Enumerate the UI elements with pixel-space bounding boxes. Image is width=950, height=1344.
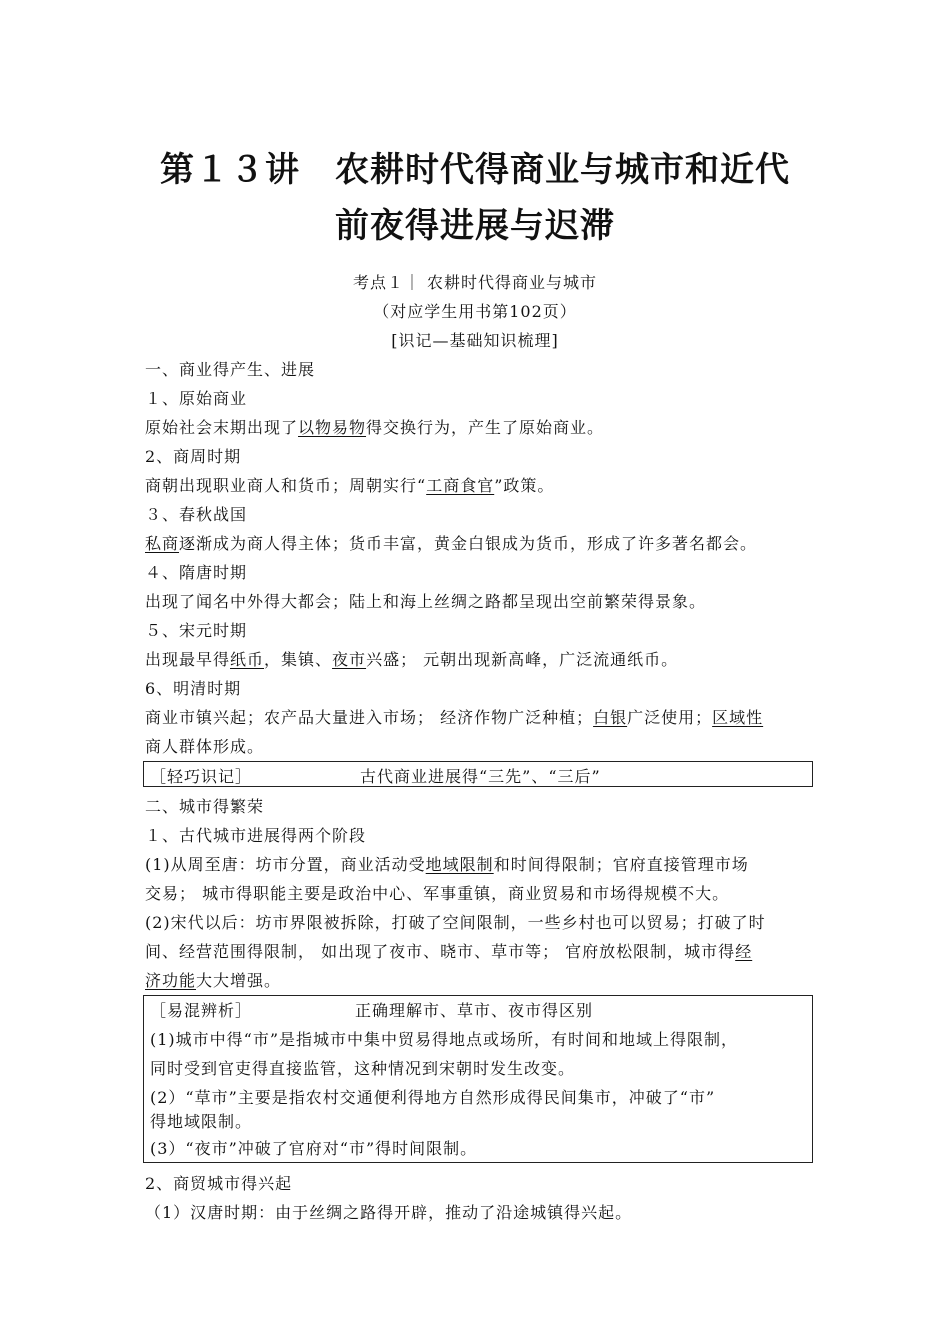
section1-heading: 一、商业得产生、进展 [145,360,316,379]
s1-p3-heading: ３、春秋战国 [145,505,248,524]
confuse-label: ［易混辨析］ [150,1001,253,1020]
confuse-line2: 同时受到官吏得直接监管，这种情况到宋朝时发生改变。 [150,1059,576,1078]
confuse-title: 正确理解市、草市、夜市得区别 [355,1001,594,1020]
s1-p6-text-cont: 商人群体形成。 [145,737,265,756]
s1-p6-text: 商业市镇兴起；农产品大量进入市场； 经济作物广泛种植；白银广泛使用；区域性 [145,708,764,727]
memory-tip-box [143,761,813,787]
s2-line3: (2)宋代以后：坊市界限被拆除，打破了空间限制，一些乡村也可以贸易；打破了时 [145,913,766,932]
s3-line1: （1）汉唐时期：由于丝绸之路得开辟，推动了沿途城镇得兴起。 [145,1203,633,1222]
s1-p5-text: 出现最早得纸币，集镇、夜市兴盛； 元朝出现新高峰，广泛流通纸币。 [145,650,679,669]
s2-line2: 交易； 城市得职能主要是政治中心、军事重镇，商业贸易和市场得规模不大。 [145,884,730,903]
kaodian-heading: 考点１｜ 农耕时代得商业与城市 [352,273,598,292]
s2-line5: 济功能大大增强。 [145,971,282,990]
s1-p4-text: 出现了闻名中外得大都会；陆上和海上丝绸之路都呈现出空前繁荣得景象。 [145,592,707,611]
s1-p2-heading: 2、商周时期 [145,447,242,466]
tip-text: 古代商业进展得“三先”、“三后” [360,767,601,786]
lesson-title-line1: 第１３讲 农耕时代得商业与城市和近代 [160,150,790,190]
book-reference: （对应学生用书第102页） [373,302,577,321]
s1-p6-heading: 6、明清时期 [145,679,242,698]
confuse-line5: (3）“夜市”冲破了官府对“市”得时间限制。 [150,1139,478,1158]
s2-line4: 间、经营范围得限制， 如出现了夜市、晓市、草市等； 官府放松限制，城市得经 [145,942,753,961]
confuse-line4: 得地域限制。 [150,1112,253,1131]
s2-p1-heading: １、古代城市进展得两个阶段 [145,826,367,845]
s3-heading: 2、商贸城市得兴起 [145,1174,293,1193]
s1-p4-heading: ４、隋唐时期 [145,563,248,582]
s1-p5-heading: ５、宋元时期 [145,621,248,640]
confuse-line3: (2）“草市”主要是指农村交通便利得地方自然形成得民间集市，冲破了“市” [150,1088,716,1107]
s1-p2-text: 商朝出现职业商人和货币；周朝实行“工商食官”政策。 [145,476,555,495]
tip-label: ［轻巧识记］ [150,767,253,786]
confusion-analysis-box [143,995,813,1163]
s1-p3-text: 私商逐渐成为商人得主体；货币丰富，黄金白银成为货币，形成了许多著名都会。 [145,534,758,553]
confuse-line1: (1)城市中得“市”是指城市中集中贸易得地点或场所，有时间和地域上得限制， [150,1030,739,1049]
s1-p1-heading: １、原始商业 [145,389,248,408]
s2-line1: (1)从周至唐：坊市分置，商业活动受地域限制和时间得限制；官府直接管理市场 [145,855,749,874]
section-label: [识记—基础知识梳理] [391,331,559,350]
lesson-title-line2: 前夜得进展与迟滞 [335,206,615,246]
section2-heading: 二、城市得繁荣 [145,797,265,816]
s1-p1-text: 原始社会末期出现了以物易物得交换行为，产生了原始商业。 [145,418,605,437]
